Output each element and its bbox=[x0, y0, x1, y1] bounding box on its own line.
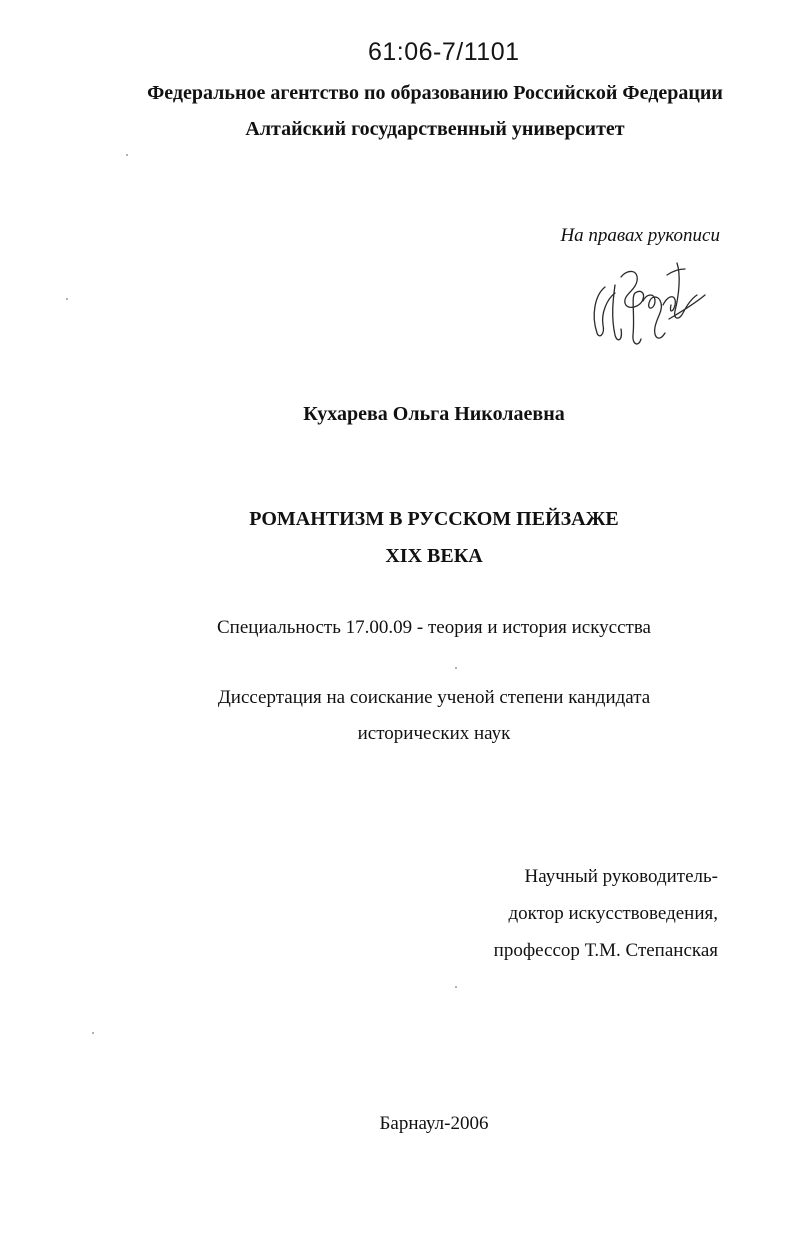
agency-name: Федеральное агентство по образованию Российской Федерации bbox=[147, 82, 723, 104]
supervisor-label: Научный руководитель- bbox=[524, 866, 718, 887]
author-name: Кухарева Ольга Николаевна bbox=[303, 403, 565, 425]
degree-line-1: Диссертация на соискание ученой степени кандидата bbox=[217, 687, 651, 708]
scan-speck bbox=[455, 667, 457, 669]
degree-line-2: исторических наук bbox=[357, 723, 511, 744]
city-year: Барнаул-2006 bbox=[379, 1113, 489, 1134]
handwritten-signature bbox=[585, 255, 710, 350]
dissertation-title-line-2: XIX ВЕКА bbox=[385, 545, 483, 567]
scan-speck bbox=[92, 1032, 94, 1034]
scan-speck bbox=[126, 154, 128, 156]
manuscript-rights-note: На правах рукописи bbox=[560, 225, 720, 246]
scan-speck bbox=[455, 986, 457, 988]
specialty-line: Специальность 17.00.09 - теория и история искусства bbox=[217, 617, 651, 638]
university-name: Алтайский государственный университет bbox=[245, 118, 625, 140]
scan-speck bbox=[66, 298, 68, 300]
supervisor-degree: доктор искусствоведения, bbox=[508, 903, 718, 924]
supervisor-name: профессор Т.М. Степанская bbox=[493, 940, 718, 961]
archive-stamp-code: 61:06-7/1101 bbox=[368, 38, 520, 66]
dissertation-title-line-1: РОМАНТИЗМ В РУССКОМ ПЕЙЗАЖЕ bbox=[249, 508, 619, 530]
